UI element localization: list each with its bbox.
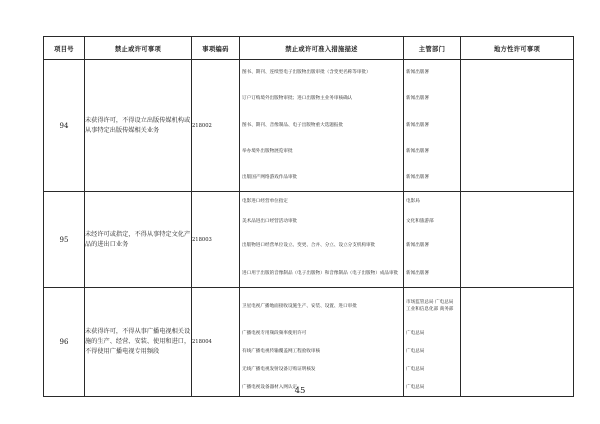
measure-item: 有线广播电视传输覆盖网工程验收审核	[242, 349, 321, 354]
row-local	[461, 288, 574, 397]
row-code: 218003	[192, 192, 240, 288]
dept-item: 文化和旅游部	[406, 219, 434, 224]
dept-item: 电影局	[406, 199, 420, 204]
measure-item: 卫星电视广播地面接收设施生产、安装、设置、进口审批	[242, 303, 357, 309]
table-row	[44, 192, 574, 288]
dept-item: 新闻出版署	[406, 70, 429, 75]
row-local	[461, 60, 574, 192]
measure-item: 进口用于出版的音像制品（电子出版物）和音像制品（电子出版物）成品审批	[242, 270, 399, 276]
row-item: 未获得许可，不得设立出版传媒机构或从事特定出版传媒相关业务	[85, 60, 192, 192]
measure-item: 图书、期刊、连续型电子出版物出版审批（含变更名称等审批）	[242, 70, 371, 75]
dept-item: 新闻出版署	[406, 149, 429, 154]
dept-item: 新闻出版署	[406, 270, 429, 276]
page-number: 45	[294, 386, 306, 396]
dept-item: 广电总局	[406, 367, 425, 372]
row-code: 218002	[192, 60, 240, 192]
dept-item: 新闻出版署	[406, 243, 429, 248]
row-measures	[240, 60, 404, 192]
measure-item: 订户订购境外出版物审批；进口出版物主业务审核确认	[242, 96, 353, 101]
row-measures	[240, 192, 404, 288]
row-number: 94	[44, 60, 85, 192]
row-depts	[404, 192, 461, 288]
header-local: 地方性许可事项	[461, 37, 574, 60]
measure-item: 出版物进口经营单位设立、变更、合并、分立、设立分支机构审批	[242, 243, 376, 248]
table-header-row	[44, 37, 574, 60]
header-dept: 主管部门	[404, 37, 461, 60]
header-no: 项目号	[44, 37, 85, 60]
measure-item: 广播电视专用频段频率使用许可	[242, 331, 307, 336]
dept-item: 新闻出版署	[406, 96, 429, 101]
dept-item: 广电总局	[406, 349, 425, 354]
row-depts	[404, 288, 461, 397]
measure-item: 图书、期刊、音像制品、电子出版物重大选题报批	[242, 122, 344, 128]
header-measures: 禁止或许可准入措施描述	[240, 37, 404, 60]
dept-item: 新闻出版署	[406, 122, 429, 128]
measure-item: 电影进口经营单位指定	[242, 199, 288, 204]
measure-item: 无线广播电视发射设备订购证明核发	[242, 367, 316, 372]
permission-table	[43, 36, 574, 397]
dept-item: 新闻出版署	[406, 175, 429, 180]
row-measures	[240, 288, 404, 397]
header-item: 禁止或许可事项	[85, 37, 192, 60]
row-item: 未经许可或指定，不得从事特定文化产品的进出口业务	[85, 192, 192, 288]
dept-item: 广电总局	[406, 331, 425, 336]
dept-item: 市场监管总局 广电总局 工业和信息化部 商务部	[406, 300, 454, 312]
row-depts	[404, 60, 461, 192]
header-code: 事项编码	[192, 37, 240, 60]
row-item: 未获得许可，不得从事广播电视相关设施的生产、经营、安装、使用和进口，不得使用广播电视专用频段	[85, 288, 192, 397]
row-number: 95	[44, 192, 85, 288]
measure-item: 出版国产网络游戏作品审批	[242, 175, 298, 180]
dept-item: 广电总局	[406, 384, 425, 390]
row-code: 218004	[192, 288, 240, 397]
row-local	[461, 192, 574, 288]
table-row	[44, 60, 574, 192]
table-row	[44, 288, 574, 397]
measure-item: 举办境外出版物展览审批	[242, 149, 293, 154]
row-number: 96	[44, 288, 85, 397]
measure-item: 广播电视设备器材入网认定	[242, 384, 298, 390]
measure-item: 美术品进出口经营活动审批	[242, 219, 298, 224]
